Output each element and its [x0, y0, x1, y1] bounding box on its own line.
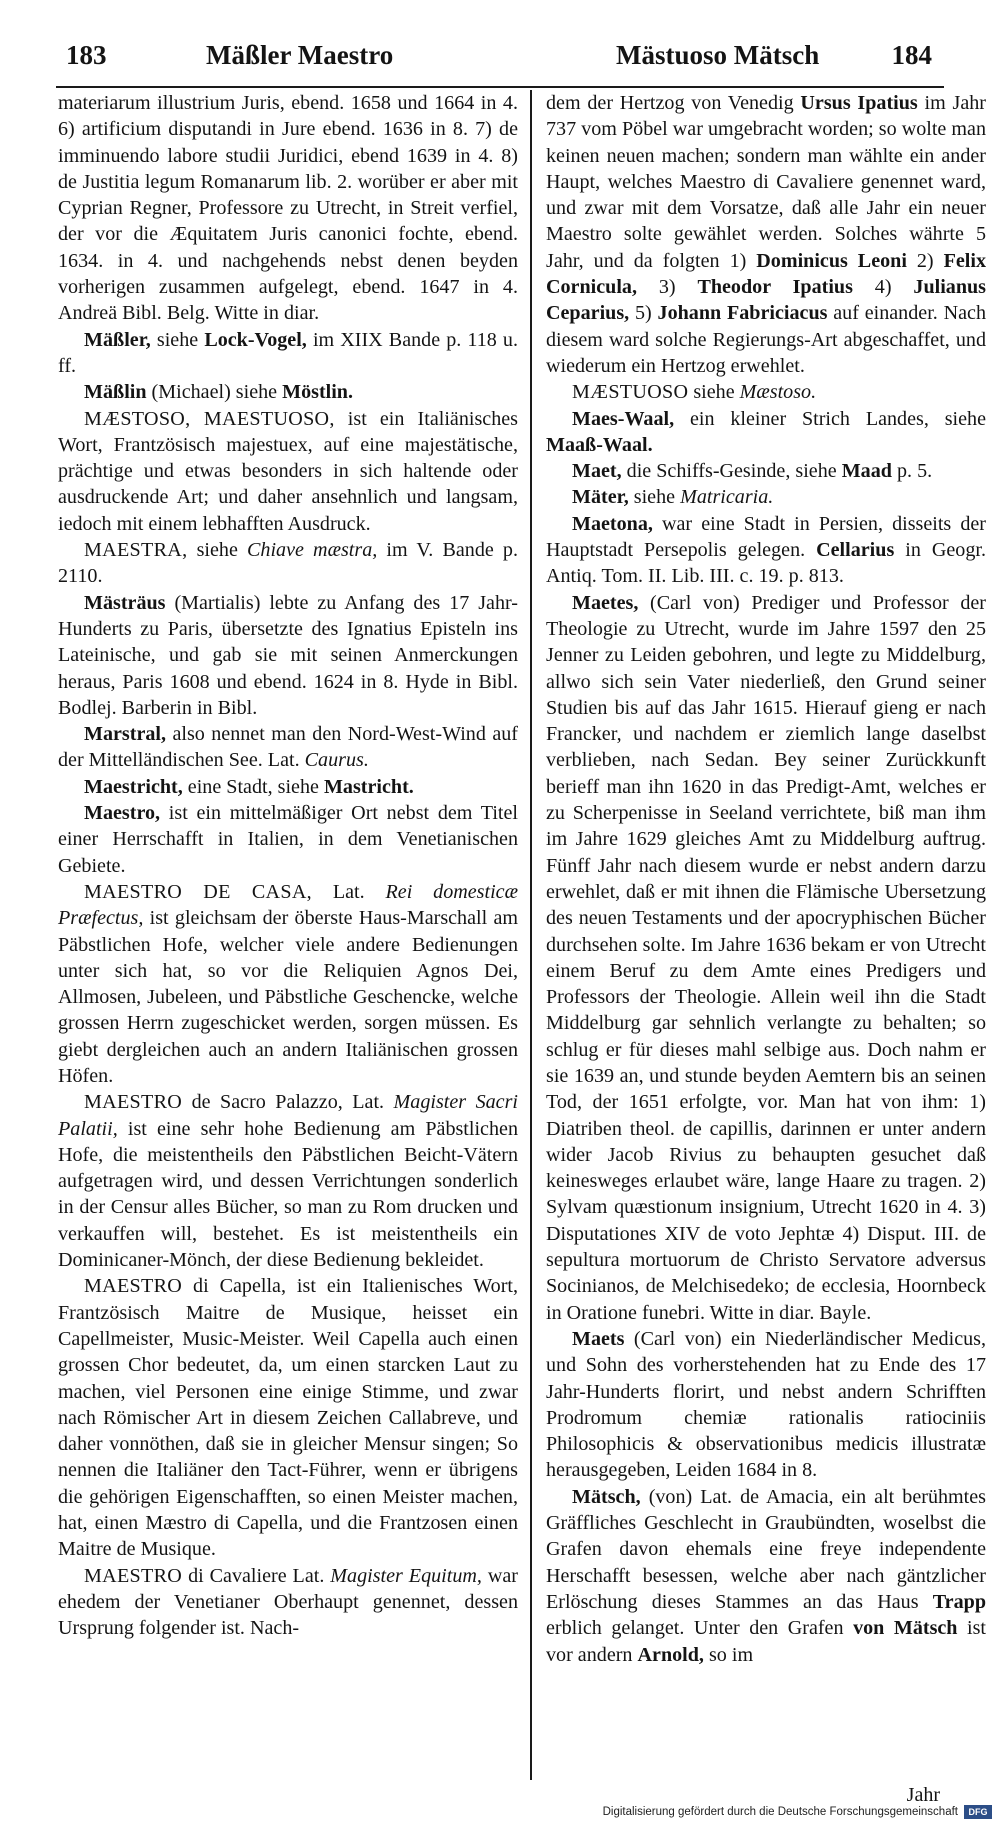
headword: von Mätsch: [853, 1617, 958, 1640]
headword: Mätsch,: [572, 1485, 641, 1508]
headword: Maet,: [572, 460, 622, 483]
lemma-caps: MAESTRO: [84, 1275, 183, 1298]
headword: Mäßler,: [84, 328, 151, 351]
right-column: [546, 90, 986, 1668]
entry-text: siehe: [150, 328, 205, 351]
headword: Maad: [841, 460, 892, 483]
entry-text: ist ein mittelmäßiger Ort nebst dem Titel einer Herrschafft in Italien, in dem Venetianischen Gebiete.: [58, 802, 518, 877]
entry-paragraph: [58, 800, 518, 879]
page-number-left: 183: [66, 40, 107, 70]
funding-note: Digitalisierung gefördert durch die Deutsche Forschungsgemeinschaft: [602, 1806, 958, 1818]
headword: Ursus Ipatius: [800, 92, 918, 114]
entry-text: die Schiffs-Gesinde, siehe: [621, 460, 842, 483]
entry-paragraph: [546, 590, 986, 1326]
entry-text: p. 5.: [891, 460, 933, 483]
entry-text: in Geogr. Antiq. Tom. II. Lib. III. c. 19. p. 813.: [546, 539, 986, 588]
entry-text: (Carl von) Prediger und Professor der Theologie zu Utrecht, wurde im Jahre 1597 den 25 Jenner zu Leiden gebohren, und legte zu Middelburg, allwo sich sein Vater niederließ, den Grund seiner Studien bis auf das Jahr 1615. Hierauf gieng er nach Francker, und nachdem er ziemlich lange daselbst verblieben, nach Sedan. Bey seiner Zurückkunft berieff man ihn 1620 in das Predigt-Amt, welches er zu Scherpenisse in Seeland verrichtete, biß man ihm im Jahre 1629 gleiches Amt zu Middelburg auftrug. Fünff Jahr nach diesem wurde er nebst andern darzu erwehlet, daß er mit ihnen die Flämische Ubersetzung des neuen Testaments und der apocryphischen Bücher durchsehen solte. Im Jahre 1636 bekam er von Utrecht einem Beruf zu dem Amte eines Predigers und Professors der Theologie. Allein weil ihn die Stadt Middelburg gar sehnlich verlangte zu behalten; so schlug er für dieses mahl selbige aus. Doch nahm er sie 1639 an, und stunde beyden Aemtern bis an seinen Tod, der 1651 erfolgte, vor. Man hat von ihm: 1) Diatriben theol. de capillis, darinnen er unter andern wider Jacob Rivius zu behaupten gesuchet daß keinesweges erlaubet wäre, lange Haare zu tragen. 2) Sylvam quæstionum insignium, Utrecht 1620 in 4. 3) Disputationes XIV de voto Jephtæ 4) Disput. III. de sepultura mortuorum de Christo Servatore adversus Socinianos, de Melchisedeko; de ecclesia, Hoornbeck in Oratione funebri. Witte in diar. Bayle.: [546, 591, 986, 1324]
italic-term: Magister Equitum,: [330, 1564, 482, 1587]
entry-text: ein kleiner Strich Landes, siehe: [674, 407, 986, 430]
italic-term: Mæstoso.: [739, 381, 817, 404]
footer: [0, 1798, 1000, 1826]
entry-text: also nennet man den Nord-West-Wind auf der Mittelländischen See. Lat.: [58, 723, 518, 772]
entry-text: materiarum illustrium Juris, ebend. 1658 und 1664 in 4. 6) artificium disputandi in Jure ebend. 1636 in 8. 7) de imminuendo labore studii Juridici, ebend 1639 in 4. 8) de Justitia legum Romanarum lib. 2. worüber er aber mit Cyprian Regner, Professore zu Utrecht, in Streit verfiel, der vor die Æquitatem Juris canonici fochte, ebend. 1634. in 4. und nachgehends nebst denen beyden vorherigen zusammen aufgelegt, ebend. 1647 in 4. Andreä Bibl. Belg. Witte in diar.: [58, 92, 518, 325]
running-head: [56, 40, 942, 80]
italic-term: Caurus.: [304, 749, 369, 772]
entry-text: (Carl von) ein Niederländischer Medicus, und Sohn des vorherstehenden hat zu Ende des 17 Jahr-Hunderts florirt, und nebst andern Schrifften Prodromum chemiæ rationalis ratiociniis Philosophicis & observationibus medicis illustratæ herausgegeben, Leiden 1684 in 8.: [546, 1327, 986, 1482]
entry-paragraph: [58, 90, 518, 327]
entry-paragraph: [546, 379, 986, 405]
entry-text: ist eine sehr hohe Bedienung am Päbstlichen Hofe, die meistentheils den Päbstlichen Beicht-Vätern aufgetragen wird, und dessen Verrichtungen sonderlich in der Censur alles Bücher, so man zu Rom drucken und verkauffen will, bestehet. Es ist meistentheils ein Dominicaner-Mönch, der diese Bedienung bekleidet.: [58, 1117, 518, 1272]
lemma-caps: MAESTRO DE CASA,: [84, 880, 312, 903]
entry-text: ist gleichsam der öberste Haus-Marschall am Päbstlichen Hofe, welcher viele andere Bedienungen unter sich hat, so vor die Reliquien Agnos Dei, Allmosen, Jubeleen, und Päbstliche Geschencke, welche grossen Herrn zugeschicket werden, sorgen müssen. Es giebt dergleichen auch an andern Italiänischen grossen Höfen.: [58, 907, 518, 1087]
entry-text: (Martialis) lebte zu Anfang des 17 Jahr-Hunderts zu Paris, übersetzte des Ignatius Episteln ins Lateinische, und gab sie mit seinen Anmerckungen heraus, Paris 1608 und ebend. 1624 in 8. Hyde in Bibl. Bodlej. Barberin in Bibl.: [58, 591, 518, 719]
entry-text: siehe: [187, 539, 248, 562]
headword: Julianus Ceparius,: [546, 276, 986, 325]
entry-paragraph: [58, 774, 518, 800]
entry-text: so im: [703, 1643, 754, 1666]
entry-paragraph: [546, 90, 986, 379]
dfg-logo: DFG: [964, 1805, 992, 1819]
headword: Felix Cornicula,: [546, 249, 986, 299]
headword: Maes-Waal,: [572, 407, 675, 430]
entry-text: 4): [852, 276, 914, 299]
entry-paragraph: [58, 327, 518, 380]
entry-text: auf einander. Nach diesem ward solche Regierungs-Art abgeschaffet, und wiederum ein Hertzog erwehlet.: [546, 302, 986, 377]
headword: Theodor Ipatius: [697, 276, 853, 299]
entry-text: ist vor andern: [546, 1617, 986, 1666]
lemma-caps: MAESTRO: [84, 1564, 183, 1587]
left-column: [58, 90, 518, 1642]
entry-text: dem der Hertzog von Venedig: [546, 92, 801, 114]
entry-text: (Michael) siehe: [146, 381, 283, 404]
headword: Trapp: [932, 1590, 986, 1613]
headword: Arnold,: [637, 1643, 704, 1666]
headword: Maestricht,: [84, 775, 183, 798]
entry-text: di Capella, ist ein Italienisches Wort, Frantzösisch Maitre de Musique, heisset ein Capellmeister, Music-Meister. Weil Capella auch einen grossen Chor bedeutet, da, um einen starcken Laut zu machen, viel Personen eine einige Stimme, und zwar nach Römischer Art in diesem Zeichen Callabreve, und daher vonnöthen, daß sie in gleicher Mensur singen; So nennen die Italiäner den Tact-Führer, wenn er übrigens die gehörigen Eigenschafften, so einen Meister machen, hat, einen Mæstro di Capella, und die Frantzosen einen Maitre de Musique.: [58, 1275, 518, 1561]
headword: Maetona,: [572, 512, 653, 535]
italic-term: Chiave mæstra,: [247, 539, 378, 562]
headword: Maets: [572, 1327, 625, 1350]
page-number-right: 184: [891, 40, 932, 70]
entry-text: (von) Lat. de Amacia, ein alt berühmtes Gräffliches Geschlecht in Graubündten, woselbst die Grafen davon ehemals eine freye independente Herschafft besessen, welche aber nach gäntzlicher Erlöschung dieses Stammes an das Haus: [546, 1485, 986, 1613]
lemma-caps: MAESTRO: [84, 1091, 183, 1114]
headword: Maestro,: [84, 802, 161, 825]
italic-term: Magister Sacri Palatii,: [58, 1091, 518, 1140]
entry-paragraph: [58, 1563, 518, 1642]
entry-text: siehe: [688, 381, 740, 404]
lemma-caps: MAESTRA,: [84, 539, 188, 562]
entry-paragraph: [58, 590, 518, 721]
entry-text: war ehedem der Venetianer Oberhaupt genennet, dessen Ursprung folgender ist. Nach-: [58, 1564, 518, 1640]
entry-paragraph: [546, 511, 986, 590]
entry-paragraph: [546, 1326, 986, 1484]
entry-text: di Cavaliere Lat.: [182, 1564, 331, 1587]
headword: Maetes,: [572, 591, 639, 614]
entry-text: erblich gelanget. Unter den Grafen: [546, 1617, 854, 1640]
headword: Cellarius: [816, 539, 895, 562]
entry-paragraph: [58, 1089, 518, 1273]
headword: Marstral,: [84, 723, 167, 746]
headword: Maaß-Waal.: [546, 433, 653, 456]
entry-paragraph: [58, 721, 518, 774]
lemma-caps: MÆSTUOSO: [572, 381, 689, 404]
headword: Mäßlin: [84, 381, 147, 404]
keyword-right: Mästuoso Mätsch: [616, 40, 820, 70]
entry-paragraph: [58, 879, 518, 1089]
entry-text: 3): [636, 276, 698, 299]
entry-text: 5): [629, 302, 658, 325]
keyword-left: Mäßler Maestro: [206, 40, 394, 70]
header-rule: [56, 86, 944, 88]
entry-text: Lat.: [311, 880, 386, 903]
headword: Möstlin.: [282, 381, 353, 404]
entry-paragraph: [546, 406, 986, 459]
headword: Lock-Vogel,: [204, 328, 307, 351]
entry-text: eine Stadt, siehe: [182, 775, 324, 798]
entry-paragraph: [546, 484, 986, 510]
column-divider: [530, 90, 532, 1780]
entry-paragraph: [58, 379, 518, 405]
entry-text: im Jahr 737 vom Pöbel war umgebracht worden; so wolte man keinen neuen machen; sondern man wählte ein ander Haupt, welches Maestro di Cavaliere genennet ward, und zwar mit dem Vorsatze, daß alle Jahr ein neuer Maestro solte gewählet werden. Solches währte 5 Jahr, und da folgten 1): [546, 92, 986, 272]
entry-text: ist ein Italiänisches Wort, Frantzösisch majestuex, auf eine majestätische, prächtige und etwas besonders in sich haltende oder ausdruckende Art; und daher ansehnlich und langsam, iedoch mit einem lebhafften Ausdruck.: [58, 407, 518, 535]
entry-paragraph: [58, 406, 518, 537]
entry-text: im V. Bande p. 2110.: [58, 539, 518, 588]
headword: Dominicus Leoni: [756, 249, 907, 272]
entry-paragraph: [546, 1484, 986, 1668]
entry-text: war eine Stadt in Persien, disseits der Hauptstadt Persepolis gelegen.: [546, 512, 986, 562]
lemma-caps: MÆSTOSO, MAESTUOSO,: [84, 407, 335, 430]
headword: Johann Fabriciacus: [657, 302, 828, 325]
headword: Mäter,: [572, 486, 629, 509]
entry-paragraph: [546, 458, 986, 484]
entry-paragraph: [58, 1273, 518, 1562]
entry-text: de Sacro Palazzo, Lat.: [182, 1091, 394, 1114]
italic-term: Matricaria.: [680, 486, 774, 509]
italic-term: Rei domesticæ Præfectus,: [58, 880, 518, 930]
catchword: Jahr: [906, 1784, 940, 1806]
entry-paragraph: [58, 537, 518, 590]
entry-text: siehe: [628, 486, 681, 509]
entry-text: im XIIX Bande p. 118 u. ff.: [58, 328, 518, 377]
entry-text: 2): [906, 249, 944, 272]
headword: Mastricht.: [323, 775, 414, 798]
headword: Mästräus: [84, 591, 166, 614]
